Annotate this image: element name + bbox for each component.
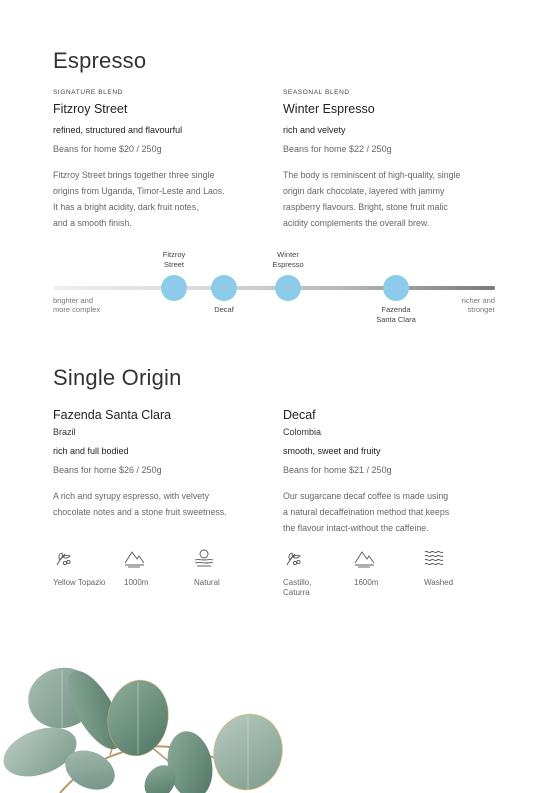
tasting-notes: refined, structured and flavourful (53, 125, 183, 135)
description-line: Fitzroy Street brings together three single (53, 170, 215, 180)
water-washed-icon (424, 548, 444, 568)
blend-name: Fitzroy Street (53, 102, 128, 116)
detail-process-label (194, 578, 220, 588)
description-line: origins from Uganda, Timor-Leste and Laos. (53, 186, 225, 196)
blend-description (53, 167, 273, 231)
price-text: Beans for home $21 / 250g (283, 465, 392, 475)
detail-altitude (354, 548, 374, 573)
marker-dot-fitzroy-street (161, 275, 187, 301)
marker-label-winter-espresso (258, 250, 318, 270)
marker-label-fitzroy-street (144, 250, 204, 270)
coffee-plant-icon (53, 548, 73, 568)
description-line: It has a bright acidity, dark fruit notes, (53, 202, 199, 212)
blend-type-label: SIGNATURE BLEND (53, 89, 123, 96)
detail-label-line: Castillo, (283, 578, 312, 587)
detail-variety (53, 548, 73, 573)
marker-label-line: Winter (277, 250, 299, 259)
blend-description (283, 167, 513, 231)
blend-type-label: SEASONAL BLEND (283, 89, 350, 96)
description-line: raspberry flavours. Bright, stone fruit malic (283, 202, 448, 212)
price-text: Beans for home $22 / 250g (283, 144, 392, 154)
marker-dot-winter-espresso (275, 275, 301, 301)
coffee-origin: Brazil (53, 427, 76, 437)
marker-label-line: Fazenda (381, 305, 411, 314)
description-line: Our sugarcane decaf coffee is made using (283, 491, 449, 501)
marker-label-fazenda-santa-clara (366, 305, 426, 325)
coffee-description (53, 488, 273, 520)
price-text: Beans for home $20 / 250g (53, 144, 162, 154)
detail-process (194, 548, 214, 573)
detail-label-line: Yellow Topazio (53, 578, 106, 587)
scale-track (53, 286, 495, 290)
scale-right-label-line: stronger (467, 305, 495, 314)
marker-label-line: Santa Clara (376, 315, 416, 324)
description-line: the flavour intact-without the caffeine. (283, 523, 429, 533)
coffee-plant-icon (283, 548, 303, 568)
detail-label-line: Natural (194, 578, 220, 587)
coffee-name: Fazenda Santa Clara (53, 408, 172, 422)
scale-right-label-line: richer and (461, 296, 495, 305)
scale-left-label-line: more complex (53, 305, 101, 314)
tasting-notes: rich and full bodied (53, 446, 129, 456)
description-line: acidity complements the overall brew. (283, 218, 430, 228)
detail-label-line: 1600m (354, 578, 379, 587)
detail-variety-label (53, 578, 105, 588)
coffee-origin: Colombia (283, 427, 322, 437)
blend-name: Winter Espresso (283, 102, 375, 116)
detail-label-line: 1000m (124, 578, 149, 587)
sun-process-icon (194, 548, 214, 568)
price-text: Beans for home $26 / 250g (53, 465, 162, 475)
flavour-scale (53, 240, 495, 330)
detail-variety-label (283, 578, 311, 598)
mountain-altitude-icon (354, 548, 374, 568)
coffee-description (283, 488, 513, 536)
coffee-name: Decaf (283, 408, 316, 422)
marker-label-line: Fitzroy (162, 250, 186, 259)
marker-label-line: Street (163, 260, 184, 269)
marker-label-line: Decaf (214, 305, 234, 314)
detail-process (424, 548, 444, 573)
description-line: and a smooth finish. (53, 218, 132, 228)
marker-label-line: Espresso (272, 260, 304, 269)
mountain-altitude-icon (124, 548, 144, 568)
scale-right-label (462, 296, 495, 314)
detail-altitude (124, 548, 144, 573)
description-line: A rich and syrupy espresso, with velvety (53, 491, 209, 501)
scale-left-label (53, 296, 100, 314)
scale-left-label-line: brighter and (53, 296, 94, 305)
eucalyptus-leaves-illustration (0, 640, 300, 793)
tasting-notes: smooth, sweet and fruity (283, 446, 381, 456)
marker-label-decaf (194, 305, 254, 315)
detail-variety (283, 548, 303, 573)
marker-dot-decaf (211, 275, 237, 301)
detail-label-line: Washed (424, 578, 454, 587)
description-line: origin dark chocolate, layered with jammy (283, 186, 445, 196)
single-origin-section-title: Single Origin (53, 365, 182, 390)
espresso-section-title: Espresso (53, 48, 147, 73)
description-line: chocolate notes and a stone fruit sweetness. (53, 507, 227, 517)
marker-dot-fazenda-santa-clara (383, 275, 409, 301)
detail-altitude-label (354, 578, 378, 588)
detail-altitude-label (124, 578, 148, 588)
tasting-notes: rich and velvety (283, 125, 346, 135)
description-line: a natural decaffeination method that keeps (283, 507, 450, 517)
detail-label-line: Caturra (283, 588, 310, 597)
detail-process-label (424, 578, 453, 588)
description-line: The body is reminiscent of high-quality, single (283, 170, 461, 180)
